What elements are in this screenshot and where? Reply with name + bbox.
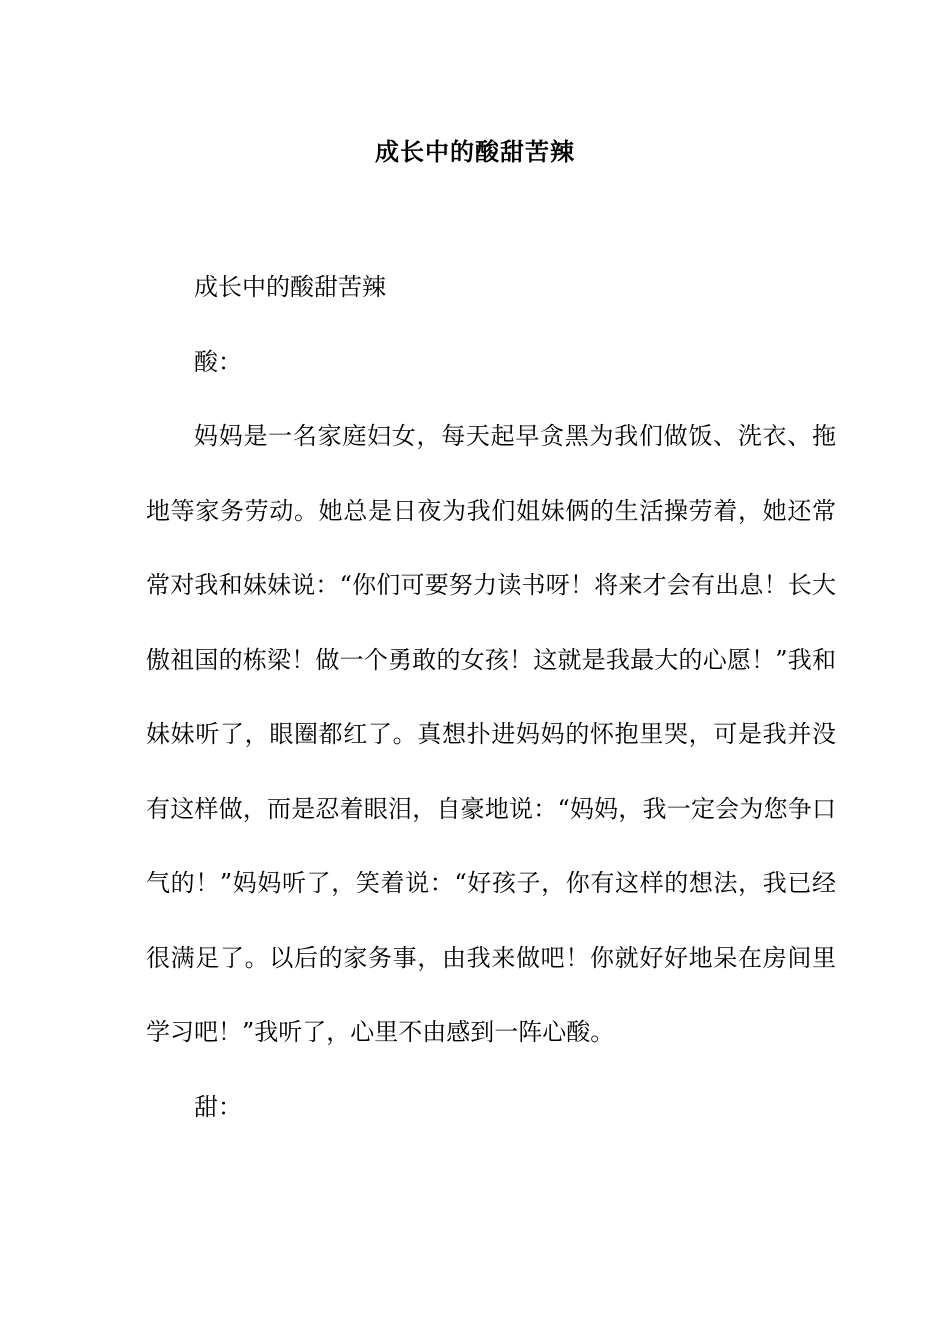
section-heading-sweet: 甜： [194, 1092, 242, 1121]
body-paragraph: 妈妈是一名家庭妇女，每天起早贪黑为我们做饭、洗衣、拖地等家务劳动。她总是日夜为我们姐妹俩的生活操劳着，她还常常对我和妹妹说：“你们可要努力读书呀！将来才会有出息！长大傲祖国的栋梁！做一个勇敢的女孩！这就是我最大的心愿！”我和妹妹听了，眼圈都红了。真想扑进妈妈的怀抱里哭，可是我并没有这样做，而是忍着眼泪，自豪地说：“妈妈，我一定会为您争口气的！”妈妈听了，笑着说：“好孩子，你有这样的想法，我已经很满足了。以后的家务事，由我来做吧！你就好好地呆在房间里学习吧！”我听了，心里不由感到一阵心酸。 [146, 422, 836, 1046]
document-body [146, 250, 836, 1144]
subtitle-paragraph: 成长中的酸甜苦辣 [194, 273, 386, 301]
document-title: 成长中的酸甜苦辣 [375, 137, 575, 166]
section-heading-sour: 酸： [194, 347, 242, 376]
